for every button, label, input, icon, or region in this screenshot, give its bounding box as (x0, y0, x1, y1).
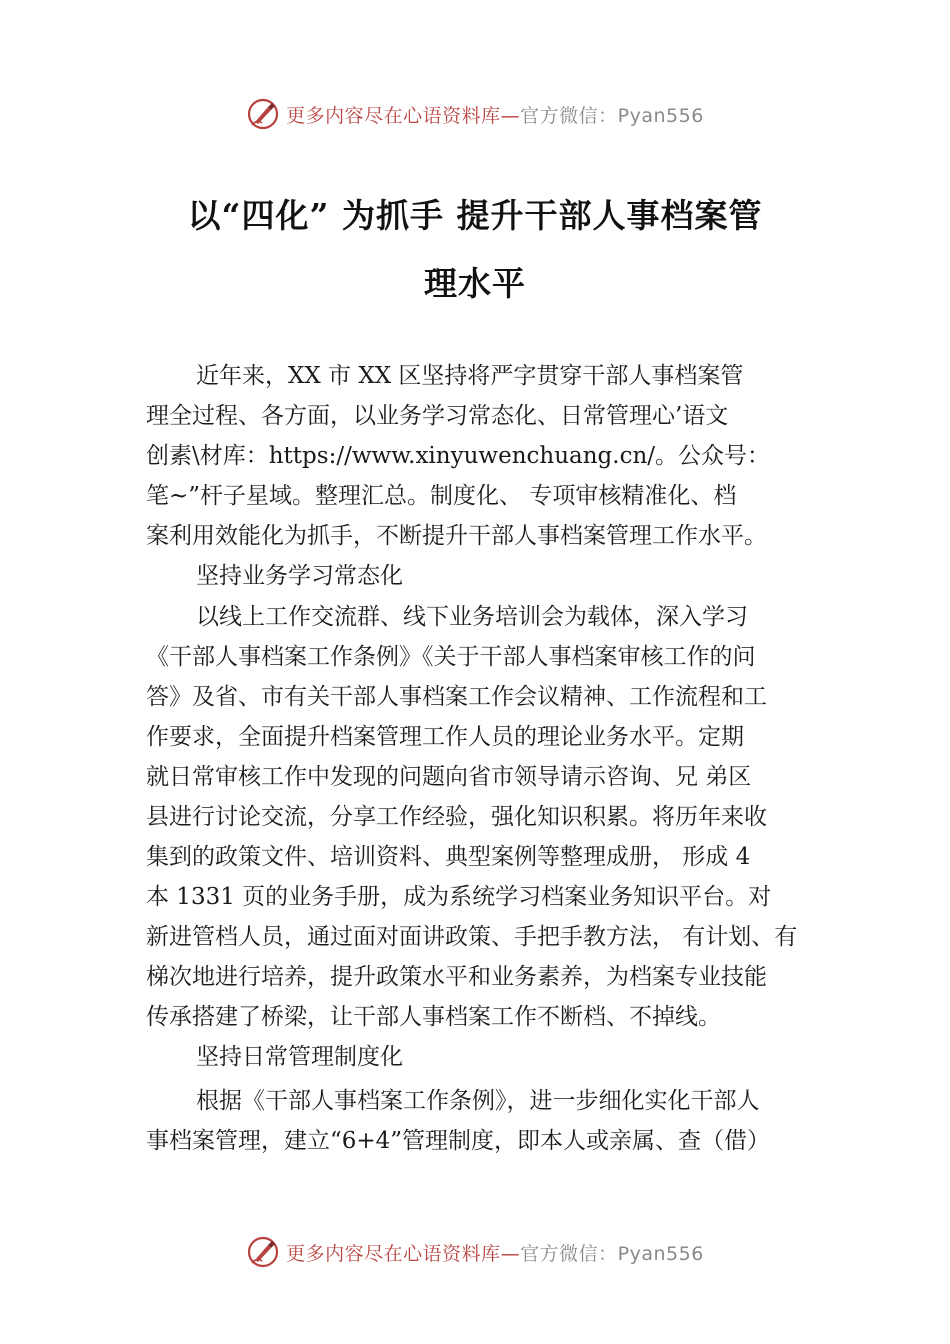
text-line: 近年来，XX 市 XX 区坚持将严字贯穿干部人事档案管 (196, 363, 744, 389)
text-line: 梯次地进行培养，提升政策水平和业务素养，为档案专业技能 (146, 964, 767, 990)
section-heading-1: 坚持业务学习常态化 (196, 563, 403, 589)
text-line: 答》及省、市有关干部人事档案工作会议精神、工作流程和工 (146, 684, 767, 710)
text-line: 传承搭建了桥梁，让干部人事档案工作不断档、不掉线。 (146, 1004, 721, 1030)
watermark-wechat: 官方微信：Pyan556 (520, 1242, 704, 1265)
text-line: 就日常审核工作中发现的问题向省市领导请示咨询、兄 弟区 (146, 764, 752, 790)
text-line: 集到的政策文件、培训资料、典型案例等整理成册， 形成 4 (146, 844, 751, 870)
header-watermark (0, 94, 950, 134)
footer-watermark (0, 1232, 950, 1272)
paragraph-management (146, 1081, 846, 1161)
text-line: 以线上工作交流群、线下业务培训会为载体，深入学习 (196, 604, 748, 630)
paragraph-intro (146, 356, 846, 596)
text-line: 《干部人事档案工作条例》《关于干部人事档案审核工作的问 (146, 644, 756, 670)
text-line: 新进管档人员，通过面对面讲政策、手把手教方法， 有计划、有 (146, 924, 798, 950)
text-line: 创素\材库：https://www.xinyuwenchuang.cn/。公众号： (146, 443, 771, 469)
text-line: 根据《干部人事档案工作条例》，进一步细化实化干部人 (196, 1088, 760, 1114)
page-title-line2: 理水平 (424, 264, 526, 303)
text-line: 县进行讨论交流，分享工作经验，强化知识积累。将历年来收 (146, 804, 767, 830)
text-line: 事档案管理，建立“6+4”管理制度，即本人或亲属、查（借） (146, 1128, 771, 1154)
page-title-line1: 以“四化” 为抓手 提升干部人事档案管 (187, 196, 763, 235)
watermark-library: 更多内容尽在心语资料库— (286, 104, 521, 127)
text-line: 作要求，全面提升档案管理工作人员的理论业务水平。定期 (146, 724, 744, 750)
text-line: 理全过程、各方面，以业务学习常态化、日常管理心’语文 (146, 403, 729, 429)
watermark-text (286, 1239, 704, 1266)
paragraph-study (146, 597, 846, 1077)
text-line: 笔~”杆子星域。整理汇总。制度化、 专项审核精准化、档 (146, 483, 737, 509)
watermark-wechat: 官方微信：Pyan556 (520, 104, 704, 127)
watermark-text (286, 101, 704, 128)
pen-logo-icon (246, 97, 280, 131)
watermark-library: 更多内容尽在心语资料库— (286, 1242, 521, 1265)
pen-logo-icon (246, 1235, 280, 1269)
section-heading-2: 坚持日常管理制度化 (196, 1044, 403, 1070)
text-line: 案利用效能化为抓手，不断提升干部人事档案管理工作水平。 (146, 523, 767, 549)
text-line: 本 1331 页的业务手册，成为系统学习档案业务知识平台。对 (146, 884, 772, 910)
